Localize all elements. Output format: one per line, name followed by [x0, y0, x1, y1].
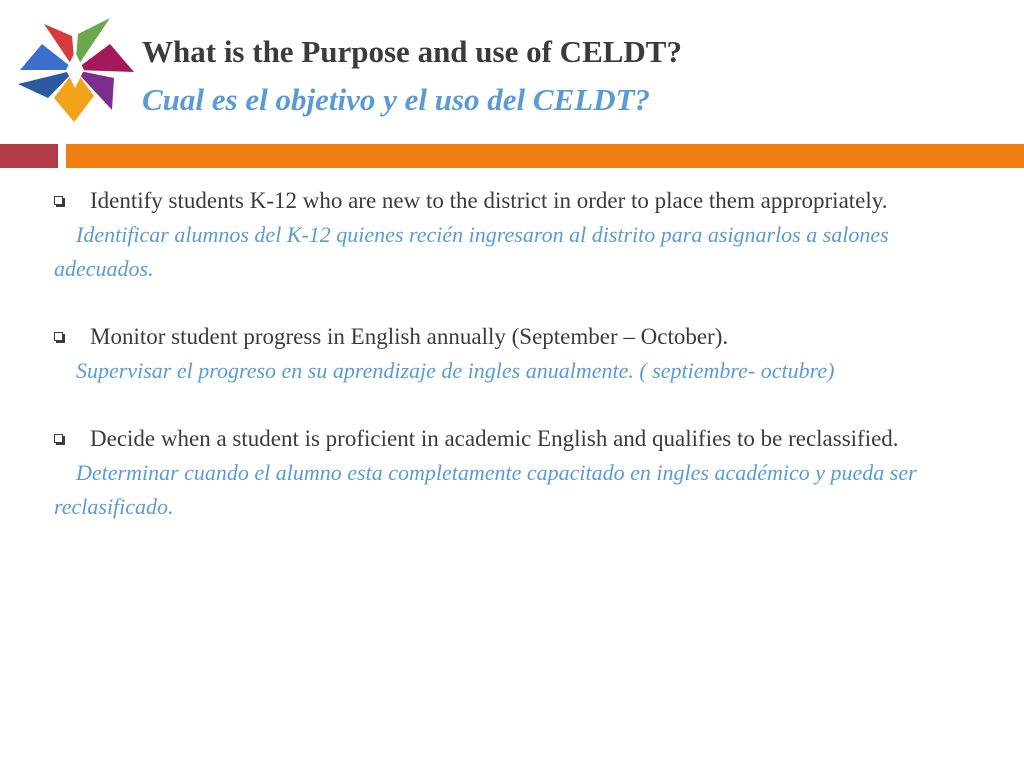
bullet-text-spanish: Supervisar el progreso en su aprendizaje de ingles anualmente. ( septiembre- octubre) — [76, 358, 835, 383]
checkbox-bullet-icon — [54, 332, 63, 341]
bullet-text-english: Monitor student progress in English annually (September – October). — [90, 324, 729, 349]
star-logo-icon — [14, 14, 136, 126]
bullet-text-english: Identify students K-12 who are new to the district in order to place them appropriately. — [90, 188, 888, 213]
slide-title-english: What is the Purpose and use of CELDT? — [142, 34, 682, 69]
header-bar-red — [0, 144, 58, 168]
checkbox-bullet-icon — [54, 196, 63, 205]
bullet-item — [0, 422, 1024, 524]
slide-title-spanish: Cual es el objetivo y el uso del CELDT? — [142, 82, 651, 117]
bullet-text-spanish: Determinar cuando el alumno esta completamente capacitado en ingles académico y pueda ser reclasificado. — [54, 460, 917, 519]
slide-body — [0, 184, 1024, 524]
checkbox-bullet-icon — [54, 434, 63, 443]
bullet-item — [0, 184, 1024, 286]
bullet-text-english: Decide when a student is proficient in academic English and qualifies to be reclassified. — [90, 426, 899, 451]
header-bar-orange — [66, 144, 1024, 168]
bullet-text-spanish: Identificar alumnos del K-12 quienes recién ingresaron al distrito para asignarlos a salones adecuados. — [54, 222, 889, 281]
bullet-item — [0, 320, 1024, 388]
